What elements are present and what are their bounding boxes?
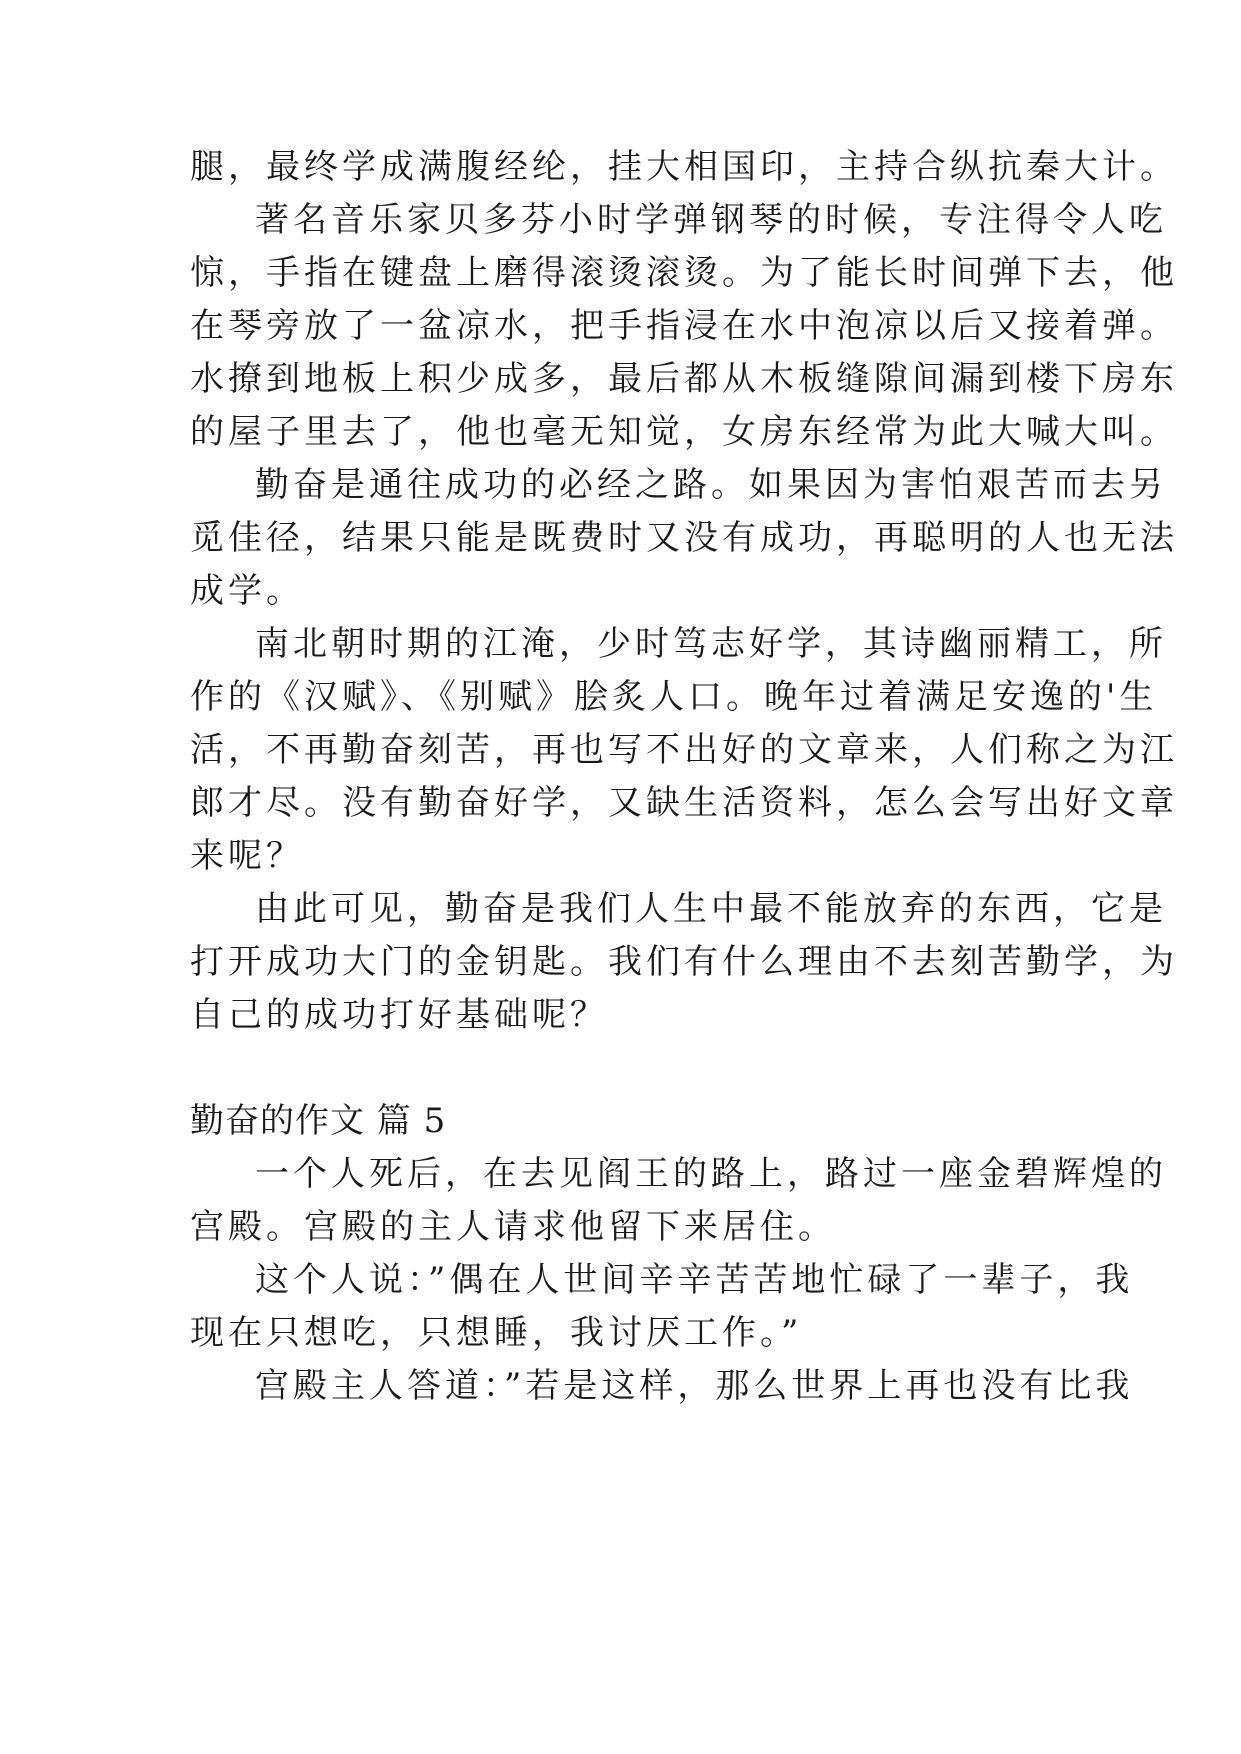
paragraph-line: 宫殿主人答道：”若是这样，那么世界上再也没有比我 [255,1366,1134,1406]
paragraph-line: 活，不再勤奋刻苦，再也写不出好的文章来，人们称之为江 [190,730,1178,770]
paragraph-line: 由此可见，勤奋是我们人生中最不能放弃的东西，它是 [255,889,1167,929]
paragraph-line: 著名音乐家贝多芬小时学弹钢琴的时候，专注得令人吃 [255,200,1167,240]
paragraph-line: 这个人说：”偶在人世间辛辛苦苦地忙碌了一辈子，我 [255,1260,1134,1300]
paragraph-line: 作的《汉赋》、《别赋》脍炙人口。晚年过着满足安逸的'生 [190,677,1158,717]
paragraph-line: 自己的成功打好基础呢？ [190,995,608,1035]
paragraph-line: 来呢？ [190,836,304,876]
paragraph-line: 在琴旁放了一盆凉水，把手指浸在水中泡凉以后又接着弹。 [190,306,1178,346]
paragraph-line: 一个人死后，在去见阎王的路上，路过一座金碧辉煌的 [255,1154,1167,1194]
paragraph-line: 的屋子里去了，他也毫无知觉，女房东经常为此大喊大叫。 [190,412,1178,452]
paragraph-line: 现在只想吃，只想睡，我讨厌工作。” [190,1313,803,1353]
paragraph-line: 觅佳径，结果只能是既费时又没有成功，再聪明的人也无法 [190,518,1178,558]
section-heading: 勤奋的作文 篇 5 [190,1101,447,1141]
paragraph-line: 郎才尽。没有勤奋好学，又缺生活资料，怎么会写出好文章 [190,783,1178,823]
paragraph-line: 勤奋是通往成功的必经之路。如果因为害怕艰苦而去另 [255,465,1167,505]
paragraph-line: 成学。 [190,571,304,611]
paragraph-line: 打开成功大门的金钥匙。我们有什么理由不去刻苦勤学，为 [190,942,1178,982]
paragraph-line: 惊，手指在键盘上磨得滚烫滚烫。为了能长时间弹下去，他 [190,253,1178,293]
paragraph-line: 腿，最终学成满腹经纶，挂大相国印，主持合纵抗秦大计。 [190,147,1178,187]
paragraph-line: 宫殿。宫殿的主人请求他留下来居住。 [190,1207,836,1247]
paragraph-line: 南北朝时期的江淹，少时笃志好学，其诗幽丽精工，所 [255,624,1167,664]
paragraph-line: 水撩到地板上积少成多，最后都从木板缝隙间漏到楼下房东 [190,359,1178,399]
